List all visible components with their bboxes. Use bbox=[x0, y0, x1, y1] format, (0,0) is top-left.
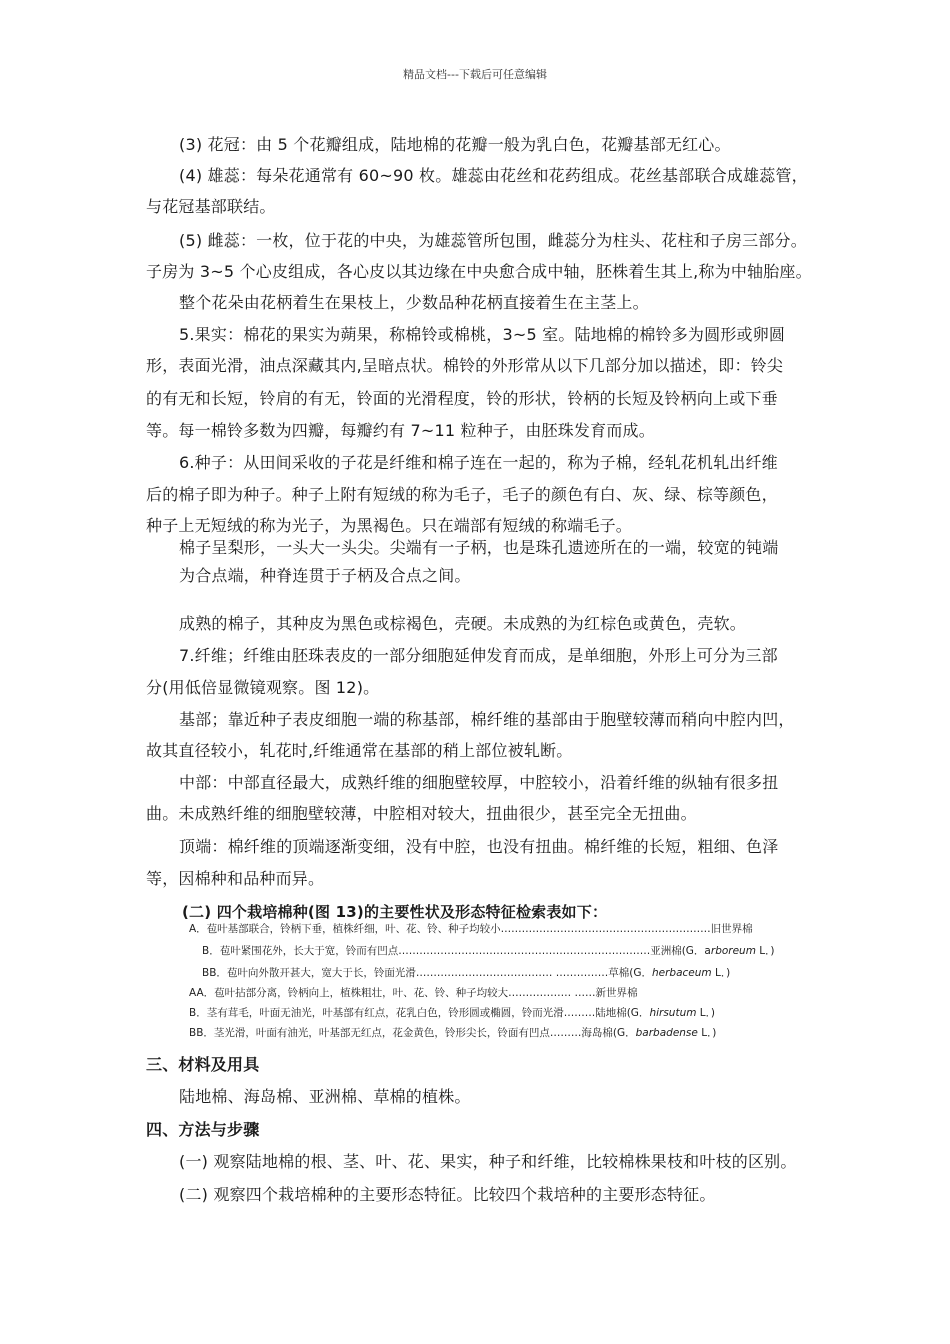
key-title: (二) 四个栽培棉种(图 13)的主要性状及形态特征检索表如下： bbox=[182, 903, 608, 921]
paragraph-line: 分(用低倍显微镜观察。图 12)。 bbox=[146, 678, 380, 697]
paragraph-line: 形，表面光滑，油点深藏其内,呈暗点状。棉铃的外形常从以下几部分加以描述，即：铃尖 bbox=[146, 356, 784, 375]
paragraph-line: 棉子呈梨形，一头大一头尖。尖端有一子柄，也是珠孔遗迹所在的一端，较宽的钝端 bbox=[179, 538, 779, 557]
paragraph-line: 故其直径较小，轧花时,纤维通常在基部的稍上部位被轧断。 bbox=[146, 741, 573, 760]
paragraph-line: 顶端：棉纤维的顶端逐渐变细，没有中腔，也没有扭曲。棉纤维的长短，粗细、色泽 bbox=[179, 837, 779, 856]
paragraph-line: 等。每一棉铃多数为四瓣，每瓣约有 7~11 粒种子，由胚珠发育而成。 bbox=[146, 421, 655, 440]
page-header: 精品文档---下载后可任意编辑 bbox=[403, 68, 547, 81]
key-entry-a: A．苞叶基部联合，铃柄下垂，植株纤细，叶、花、铃、种子均较小……………………………………………………旧世界棉 bbox=[189, 923, 753, 935]
materials-text: 陆地棉、海岛棉、亚洲棉、草棉的植株。 bbox=[179, 1087, 471, 1106]
paragraph-line: 的有无和长短，铃肩的有无，铃面的光滑程度，铃的形状，铃柄的长短及铃柄向上或下垂 bbox=[146, 389, 778, 408]
paragraph-line: 基部；靠近种子表皮细胞一端的称基部，棉纤维的基部由于胞壁较薄而稍向中腔内凹， bbox=[179, 710, 795, 729]
section-heading-materials: 三、材料及用具 bbox=[146, 1055, 260, 1074]
paragraph-line: 成熟的棉子，其种皮为黑色或棕褐色，壳硬。未成熟的为红棕色或黄色，壳软。 bbox=[179, 614, 747, 633]
paragraph-line: 种子上无短绒的称为光子，为黑褐色。只在端部有短绒的称端毛子。 bbox=[146, 516, 633, 535]
section-heading-methods: 四、方法与步骤 bbox=[146, 1120, 260, 1139]
paragraph-line: 5.果实：棉花的果实为蒴果，称棉铃或棉桃，3~5 室。陆地棉的棉铃多为圆形或卵圆 bbox=[179, 325, 786, 344]
paragraph-line: (5) 雌蕊：一枚，位于花的中央，为雄蕊管所包围，雌蕊分为柱头、花柱和子房三部分。 bbox=[179, 231, 807, 250]
key-entry-b2: B．茎有茸毛，叶面无油光，叶基部有红点，花乳白色，铃形圆或椭圆，铃而光滑………陆地棉(G．hirsutum L．) bbox=[189, 1007, 715, 1019]
method-step: (二) 观察四个栽培棉种的主要形态特征。比较四个栽培种的主要形态特征。 bbox=[179, 1185, 716, 1204]
key-entry-bb2: BB．茎光滑，叶面有油光，叶基部无红点，花金黄色，铃形尖长，铃面有凹点………海岛棉(G．barbadense L．) bbox=[189, 1027, 717, 1039]
paragraph-line: (4) 雄蕊：每朵花通常有 60~90 枚。雄蕊由花丝和花药组成。花丝基部联合成雄蕊管， bbox=[179, 166, 808, 185]
paragraph-line: 子房为 3~5 个心皮组成，各心皮以其边缘在中央愈合成中轴，胚株着生其上,称为中轴胎座。 bbox=[146, 262, 812, 281]
paragraph-line: 为合点端，种脊连贯于子柄及合点之间。 bbox=[179, 566, 471, 585]
paragraph-line: 整个花朵由花柄着生在果枝上，少数品种花柄直接着生在主茎上。 bbox=[179, 293, 649, 312]
key-entry-b: B．苞叶紧围花外，长大于宽，铃而有凹点………………………………………………………………亚洲棉(G．arboreum L．) bbox=[202, 945, 775, 957]
method-step: (一) 观察陆地棉的根、茎、叶、花、果实，种子和纤维，比较棉株果枝和叶枝的区别。 bbox=[179, 1152, 797, 1171]
paragraph-line: 6.种子：从田间采收的子花是纤维和棉子连在一起的，称为子棉，经轧花机轧出纤维 bbox=[179, 453, 778, 472]
paragraph-line: 曲。未成熟纤维的细胞壁较薄，中腔相对较大，扭曲很少，甚至完全无扭曲。 bbox=[146, 804, 697, 823]
paragraph-line: 中部：中部直径最大，成熟纤维的细胞壁较厚，中腔较小，沿着纤维的纵轴有很多扭 bbox=[179, 773, 779, 792]
paragraph-line: 后的棉子即为种子。种子上附有短绒的称为毛子，毛子的颜色有白、灰、绿、棕等颜色， bbox=[146, 485, 778, 504]
paragraph-line: 7.纤维；纤维由胚珠表皮的一部分细胞延伸发育而成，是单细胞，外形上可分为三部 bbox=[179, 646, 778, 665]
paragraph-line: (3) 花冠：由 5 个花瓣组成，陆地棉的花瓣一般为乳白色，花瓣基部无红心。 bbox=[179, 135, 731, 154]
key-entry-bb: BB．苞叶向外散开甚大，宽大于长，铃面光滑………………………………… ……………草棉(G．herbaceum L．) bbox=[202, 967, 731, 979]
paragraph-line: 等，因棉种和品种而异。 bbox=[146, 869, 325, 888]
key-entry-aa: AA．苞叶拈部分离，铃柄向上，植株粗壮，叶、花、铃、种子均较大……………… ……新世界棉 bbox=[189, 987, 638, 999]
paragraph-line: 与花冠基部联结。 bbox=[146, 197, 276, 216]
